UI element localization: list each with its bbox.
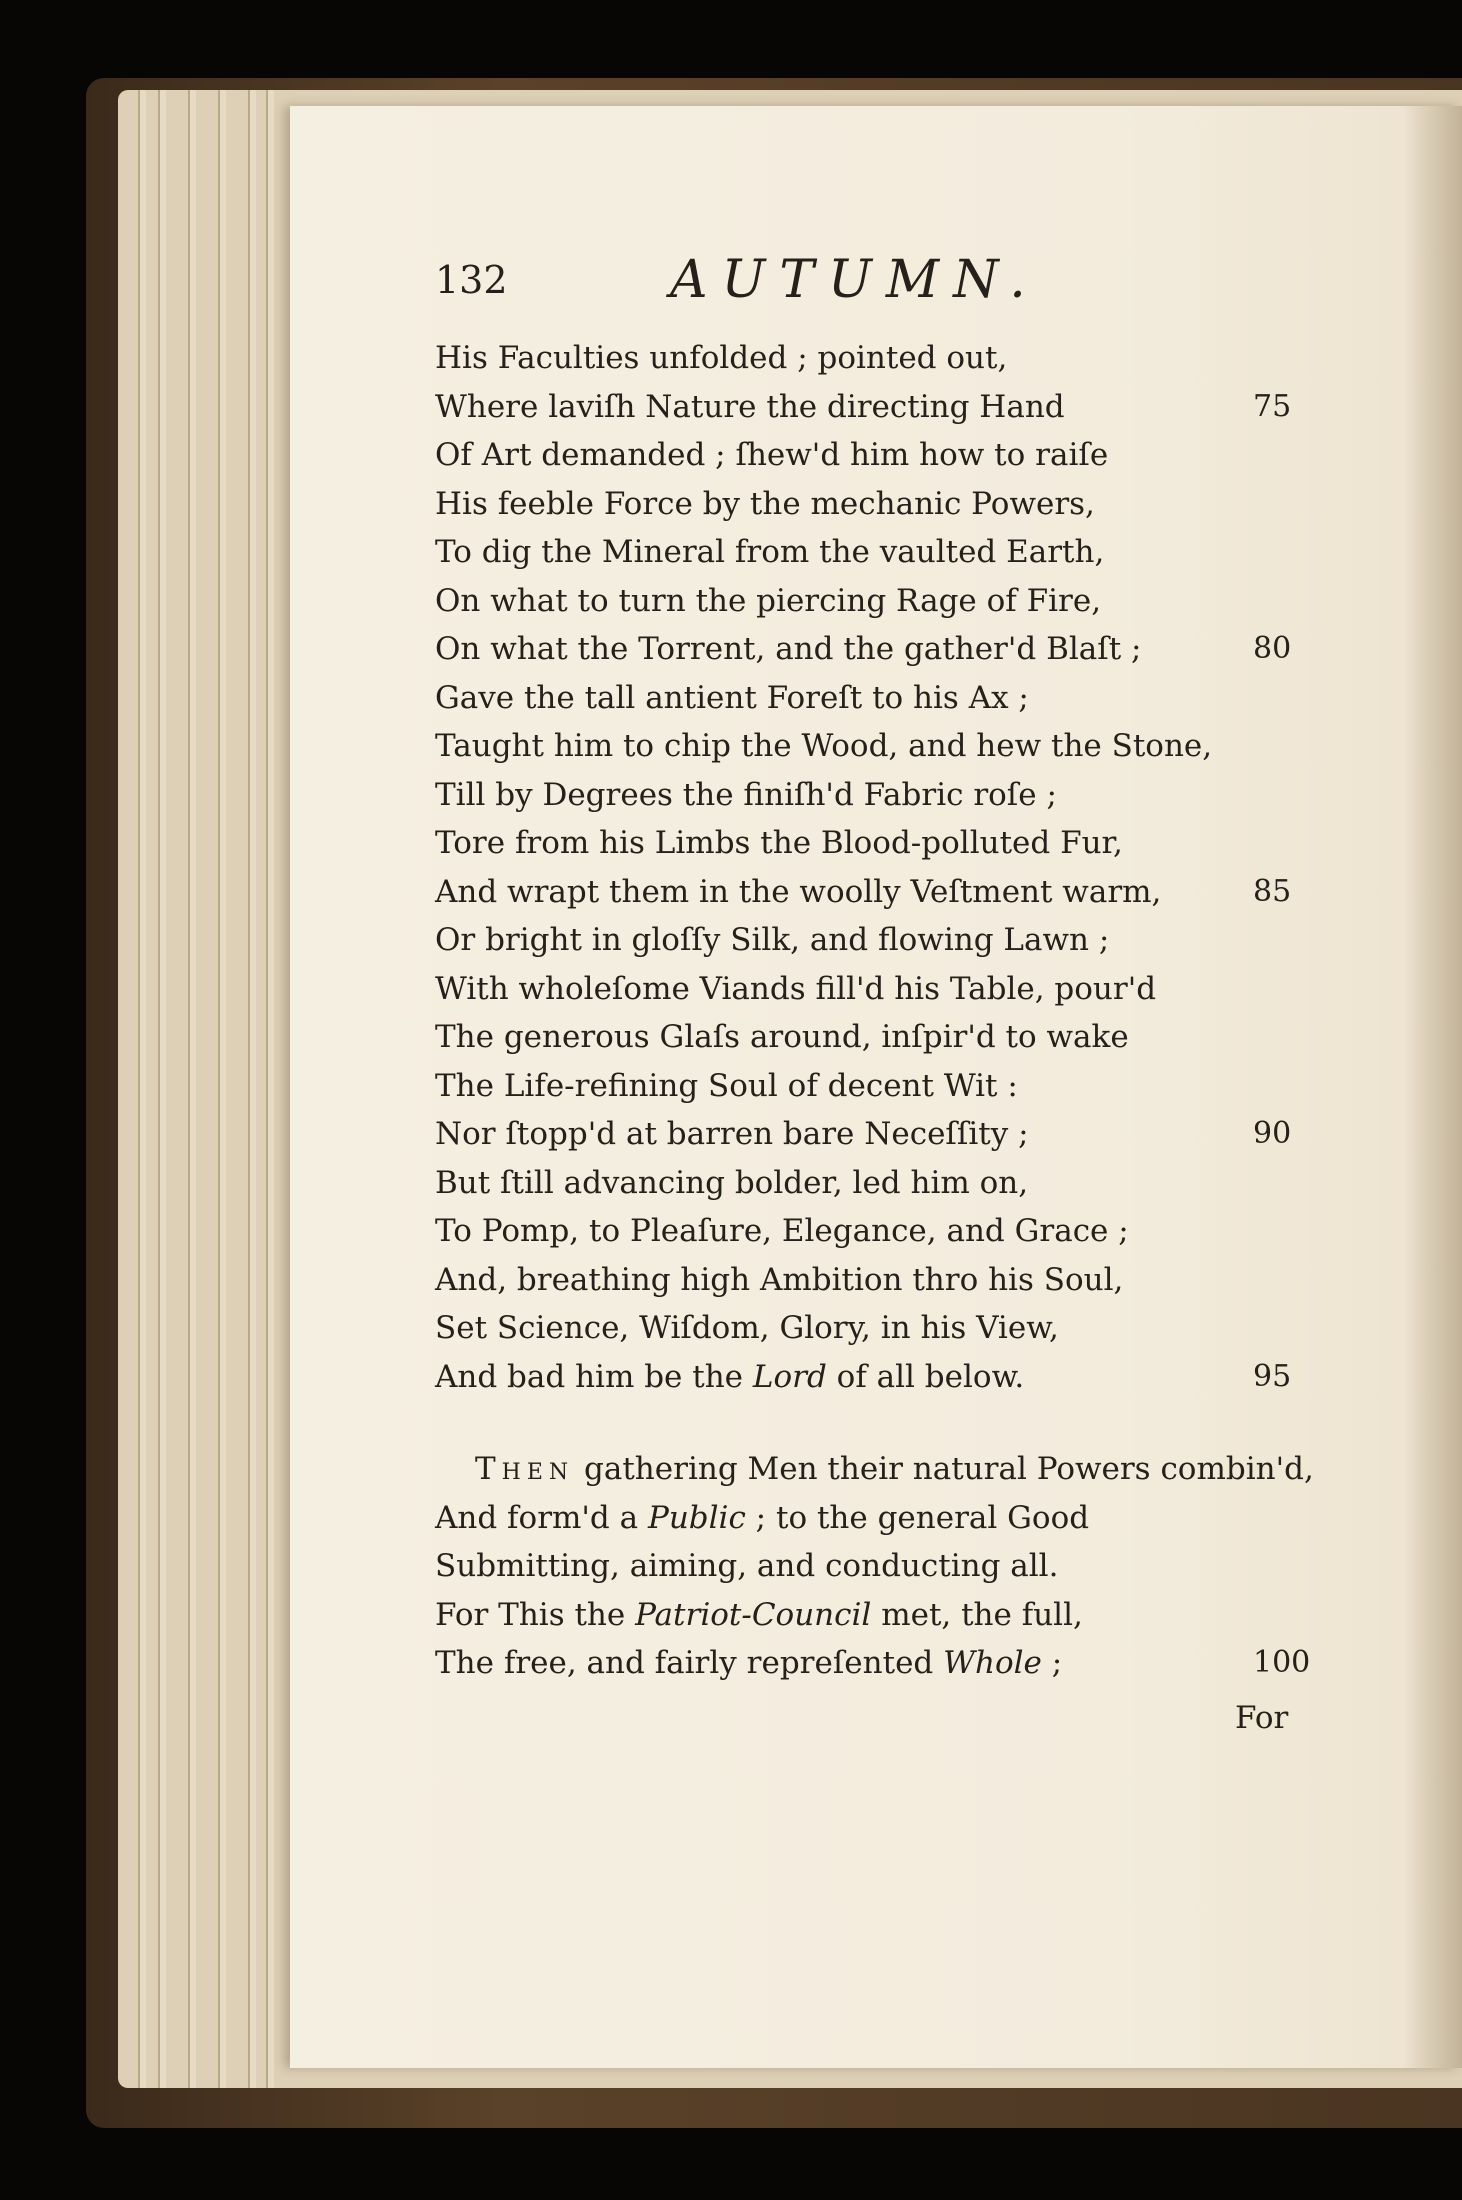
line-text: ; to the general Good bbox=[745, 1499, 1090, 1536]
line-text: The Life-refining Soul of decent Wit : bbox=[435, 1067, 1018, 1104]
line-text: Submitting, aiming, and conducting all. bbox=[435, 1548, 1059, 1584]
poem-line bbox=[435, 1062, 1335, 1111]
poem-line bbox=[435, 819, 1335, 868]
page-edge bbox=[138, 90, 146, 2088]
poem-line bbox=[435, 1110, 1335, 1159]
line-text: Or bright in gloſſy Silk, and flowing Lawn ; bbox=[435, 922, 1110, 958]
line-text: For This the bbox=[435, 1596, 636, 1633]
line-text: Tore from his Limbs the Blood-polluted Fur, bbox=[435, 825, 1123, 861]
line-text: And, breathing high Ambition thro his Soul, bbox=[435, 1261, 1124, 1298]
poem-line bbox=[435, 528, 1335, 577]
line-text: His Faculties unfolded ; pointed out, bbox=[435, 340, 1008, 376]
line-text: With wholeſome Viands fill'd his Table, pour'd bbox=[435, 970, 1157, 1007]
line-text: To Pomp, to Pleaſure, Elegance, and Grace ; bbox=[435, 1213, 1129, 1249]
poem-line bbox=[435, 625, 1335, 674]
poem-line bbox=[435, 674, 1335, 723]
poem-line bbox=[435, 1494, 1335, 1543]
poem-line bbox=[435, 334, 1335, 383]
poem-line bbox=[435, 965, 1335, 1014]
line-text: ; bbox=[1041, 1645, 1063, 1681]
line-text: The free, and fairly repreſented bbox=[435, 1645, 944, 1681]
page-edge bbox=[266, 90, 274, 2088]
poem-line bbox=[435, 577, 1335, 626]
poem-line bbox=[435, 1591, 1335, 1640]
poem-line bbox=[435, 480, 1335, 529]
line-italic: Patriot-Council bbox=[635, 1596, 872, 1633]
line-text: met, the full, bbox=[871, 1596, 1083, 1633]
line-text: Till by Degrees the finiſh'd Fabric roſe ; bbox=[435, 776, 1057, 813]
line-text: Where laviſh Nature the directing Hand bbox=[435, 388, 1065, 425]
line-text: To dig the Mineral from the vaulted Earth, bbox=[435, 534, 1105, 570]
poem-line bbox=[435, 1256, 1335, 1305]
poem-line bbox=[435, 1353, 1335, 1402]
running-head-title: AUTUMN. bbox=[670, 250, 1040, 310]
line-number: 75 bbox=[1253, 388, 1292, 424]
stanza-2 bbox=[435, 1445, 1335, 1688]
line-text: gathering Men their natural Powers combin'd, bbox=[574, 1451, 1314, 1487]
stanza-gap bbox=[435, 1401, 1335, 1445]
poem-line bbox=[435, 771, 1335, 820]
line-number: 90 bbox=[1253, 1116, 1292, 1151]
poem-line bbox=[435, 1639, 1335, 1688]
line-text: And bad him be the bbox=[435, 1358, 753, 1395]
line-italic: Public bbox=[647, 1499, 746, 1536]
poem-line bbox=[435, 868, 1335, 917]
poem-line bbox=[435, 431, 1335, 480]
line-text: Gave the tall antient Foreſt to his Ax ; bbox=[435, 679, 1029, 716]
line-number: 95 bbox=[1253, 1358, 1292, 1394]
page-edge bbox=[188, 90, 196, 2088]
poem-line bbox=[435, 1207, 1335, 1256]
line-italic: Whole bbox=[943, 1645, 1042, 1681]
line-text: of all below. bbox=[826, 1358, 1025, 1395]
poem-line bbox=[435, 1304, 1335, 1353]
poem-line bbox=[435, 1013, 1335, 1062]
page-number: 132 bbox=[435, 258, 508, 302]
page-edge bbox=[218, 90, 226, 2088]
line-text: His feeble Force by the mechanic Powers, bbox=[435, 485, 1095, 522]
gutter-shadow bbox=[1402, 106, 1462, 2068]
line-text: Taught him to chip the Wood, and hew the Stone, bbox=[435, 728, 1213, 764]
page-edge bbox=[248, 90, 256, 2088]
line-text: Of Art demanded ; ſhew'd him how to raiſe bbox=[435, 437, 1109, 473]
line-text: But ſtill advancing bolder, led him on, bbox=[435, 1164, 1029, 1201]
line-text: Nor ſtopp'd at barren bare Neceſſity ; bbox=[435, 1116, 1029, 1152]
line-italic: Lord bbox=[752, 1358, 827, 1395]
line-text: On what the Torrent, and the gather'd Blaſt ; bbox=[435, 631, 1142, 667]
line-text: And form'd a bbox=[435, 1499, 648, 1536]
line-smallcaps: Then bbox=[475, 1451, 575, 1487]
line-text: The generous Glaſs around, inſpir'd to wake bbox=[435, 1019, 1129, 1055]
line-text: And wrapt them in the woolly Veſtment warm, bbox=[435, 873, 1162, 910]
poem-line bbox=[435, 1159, 1335, 1208]
line-text: Set Science, Wiſdom, Glory, in his View, bbox=[435, 1310, 1059, 1346]
poem-line bbox=[435, 383, 1335, 432]
running-head bbox=[435, 250, 1335, 320]
poem-line bbox=[435, 916, 1335, 965]
poem-line bbox=[435, 1542, 1335, 1591]
poem-line bbox=[435, 722, 1335, 771]
poem-text bbox=[435, 334, 1335, 1688]
stanza-1 bbox=[435, 334, 1335, 1353]
page-edge bbox=[158, 90, 166, 2088]
poem-line bbox=[435, 1445, 1335, 1494]
line-text: On what to turn the piercing Rage of Fire, bbox=[435, 582, 1102, 619]
line-number: 80 bbox=[1253, 631, 1292, 666]
line-number: 100 bbox=[1253, 1645, 1311, 1680]
line-number: 85 bbox=[1253, 873, 1292, 909]
catchword: For bbox=[1235, 1700, 1289, 1736]
